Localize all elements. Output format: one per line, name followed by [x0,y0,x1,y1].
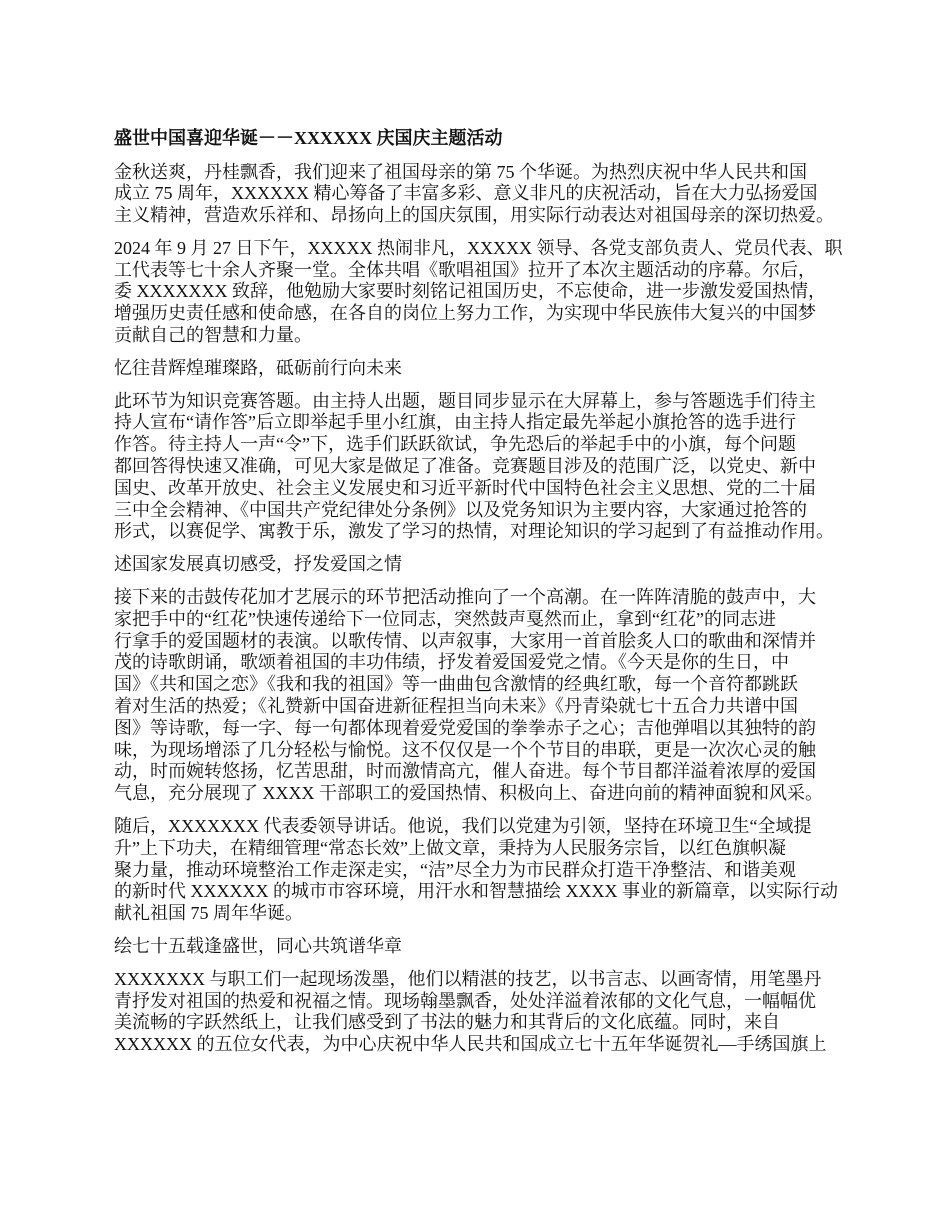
text-line: 茂的诗歌朗诵，歌颂着祖国的丰功伟绩，抒发着爱国爱党之情。《今天是你的生日，中 [114,652,789,673]
text-line: 国》《共和国之恋》《我和我的祖国》等一曲曲包含激情的经典红歌，每一个音符都跳跃 [114,674,798,695]
text-line: 持人宣布“请作答”后立即举起手里小红旗，由主持人指定最先举起小旗抢答的选手进行 [114,412,796,433]
text-line: XXXXXXX 与职工们一起现场泼墨，他们以精湛的技艺，以书言志、以画寄情，用笔墨丹 [114,968,822,989]
text-line: 主义精神，营造欢乐祥和、昂扬向上的国庆氛围，用实际行动表达对祖国母亲的深切热爱。 [114,205,834,226]
paragraph [114,162,854,227]
text-line: 贡献自己的智慧和力量。 [114,325,312,346]
section-heading [114,936,854,958]
text-line: 随后，XXXXXXX 代表委领导讲话。他说，我们以党建为引领，坚持在环境卫生“全域提 [114,816,812,837]
text-line: 献礼祖国 75 周年华诞。 [114,903,303,924]
text-line: 美流畅的字跃然纸上，让我们感受到了书法的魅力和其背后的文化底蕴。同时，来自 [114,1012,780,1033]
text-line: 行拿手的爱国题材的表演。以歌传情、以声叙事，大家用一首首脍炙人口的歌曲和深情并 [114,630,816,651]
text-line: 增强历史责任感和使命感，在各自的岗位上努力工作，为实现中华民族伟大复兴的中国梦 [114,303,816,324]
text-line: 成立 75 周年，XXXXXX 精心筹备了丰富多彩、意义非凡的庆祝活动，旨在大力弘扬爱国 [114,183,818,204]
text-line: 接下来的击鼓传花加才艺展示的环节把活动推向了一个高潮。在一阵阵清脆的鼓声中，大 [114,587,816,608]
text-line: 图》等诗歌，每一字、每一句都体现着爱党爱国的拳拳赤子之心；吉他弹唱以其独特的韵 [114,717,816,738]
text-line: 青抒发对祖国的热爱和祝福之情。现场翰墨飘香，处处洋溢着浓郁的文化气息，一幅幅优 [114,990,816,1011]
text-line: 三中全会精神、《中国共产党纪律处分条例》以及党务知识为主要内容，大家通过抢答的 [114,499,807,520]
text-line: 气息，充分展现了 XXXX 干部职工的爱国热情、积极向上、奋进向前的精神面貌和风采。 [114,783,823,804]
text-line: 作答。待主持人一声“令”下，选手们跃跃欲试，争先恐后的举起手中的小旗，每个问题 [114,434,796,455]
text-line: 升”上下功夫，在精细管理“常态长效”上做文章，秉持为人民服务宗旨，以红色旗帜凝 [114,837,786,858]
text-line: 都回答得快速又准确，可见大家是做足了准备。竞赛题目涉及的范围广泛，以党史、新中 [114,456,816,477]
section-heading [114,358,854,380]
text-line: 动，时而婉转悠扬，忆苦思甜，时而激情高亢，催人奋进。每个节目都洋溢着浓厚的爱国 [114,761,816,782]
document-title: 盛世中国喜迎华诞－－XXXXXX 庆国庆主题活动 [114,128,503,148]
document-page [114,127,854,1067]
text-line: 忆往昔辉煌璀璨路，砥砺前行向未来 [114,357,402,378]
text-line: 的新时代 XXXXXX 的城市市容环境，用汗水和智慧描绘 XXXX 事业的新篇章，以实际行动 [114,881,838,902]
text-line: 绘七十五载逢盛世，同心共筑谱华章 [114,936,402,956]
paragraph [114,238,854,347]
text-line: XXXXXX 的五位女代表，为中心庆祝中华人民共和国成立七十五年华诞贺礼—手绣国旗上 [114,1034,827,1055]
paragraph [114,587,854,805]
text-line: 味，为现场增添了几分轻松与愉悦。这不仅仅是一个个节目的串联，更是一次次心灵的触 [114,739,816,760]
text-line: 此环节为知识竞赛答题。由主持人出题，题目同步显示在大屏幕上，参与答题选手们待主 [114,390,816,411]
text-line: 聚力量，推动环境整治工作走深走实，“洁”尽全力为市民群众打造干净整洁、和谐美观 [114,859,796,880]
section-heading [114,554,854,576]
text-line: 着对生活的热爱；《礼赞新中国奋进新征程担当向未来》《丹青染就七十五合力共谱中国 [114,696,798,717]
paragraph [114,391,854,544]
text-line: 国史、改革开放史、社会主义发展史和习近平新时代中国特色社会主义思想、党的二十届 [114,477,816,498]
text-line: 金秋送爽，丹桂飘香，我们迎来了祖国母亲的第 75 个华诞。为热烈庆祝中华人民共和国 [114,161,807,182]
paragraph [114,969,854,1056]
text-line: 2024 年 9 月 27 日下午，XXXXX 热闹非凡，XXXXX 领导、各党支部负责人、党员代表、职 [114,237,843,258]
text-line: 家把手中的“红花”快速传递给下一位同志，突然鼓声戛然而止，拿到“红花”的同志进 [114,608,776,629]
text-line: 委 XXXXXXX 致辞，他勉励大家要时刻铭记祖国历史，不忘使命，进一步激发爱国热情， [114,281,826,302]
text-line: 述国家发展真切感受，抒发爱国之情 [114,554,402,575]
text-line: 形式，以赛促学、寓教于乐，激发了学习的热情，对理论知识的学习起到了有益推动作用。 [114,521,834,542]
paragraph [114,816,854,925]
text-line: 工代表等七十余人齐聚一堂。全体共唱《歌唱祖国》拉开了本次主题活动的序幕。尔后， [114,259,816,280]
document-body [114,162,854,1056]
